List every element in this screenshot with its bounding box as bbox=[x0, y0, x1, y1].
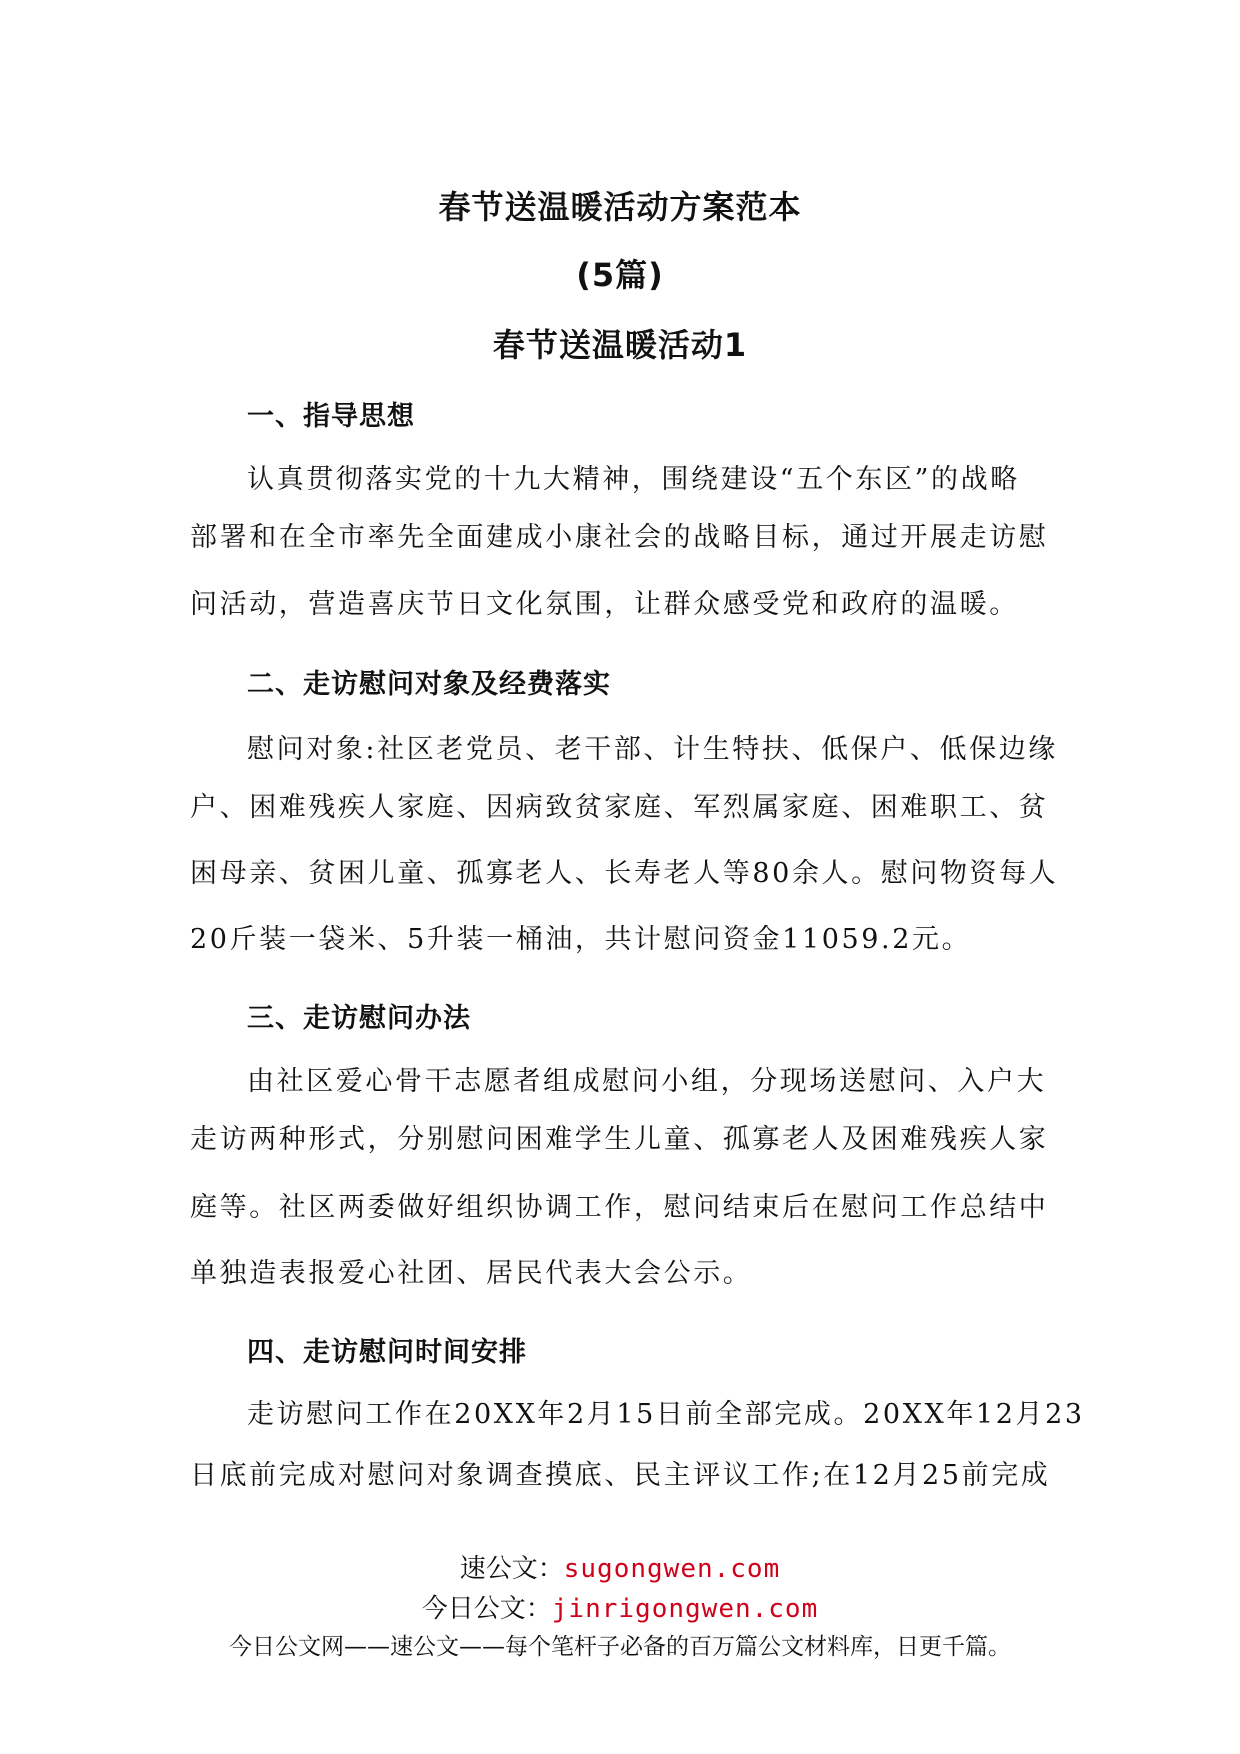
paragraph-line: 单独造表报爱心社团、居民代表大会公示。 bbox=[190, 1258, 753, 1289]
footer-slogan: 今日公文网——速公文——每个笔杆子必备的百万篇公文材料库，日更千篇。 bbox=[229, 1634, 1011, 1660]
section-heading-visit-targets: 二、走访慰问对象及经费落实 bbox=[247, 669, 611, 700]
paragraph-line: 走访两种形式，分别慰问困难学生儿童、孤寡老人及困难残疾人家 bbox=[190, 1124, 1049, 1155]
paragraph-line: 困母亲、贫困儿童、孤寡老人、长寿老人等80余人。慰问物资每人 bbox=[190, 858, 1059, 889]
paragraph-line: 户、困难残疾人家庭、因病致贫家庭、军烈属家庭、困难职工、贫 bbox=[190, 792, 1049, 823]
paragraph-line: 慰问对象:社区老党员、老干部、计生特扶、低保户、低保边缘 bbox=[247, 734, 1058, 765]
footer-link-sugongwen[interactable]: sugongwen.com bbox=[563, 1554, 781, 1584]
paragraph-line: 部署和在全市率先全面建成小康社会的战略目标，通过开展走访慰 bbox=[190, 522, 1049, 553]
paragraph-line: 认真贯彻落实党的十九大精神，围绕建设“五个东区”的战略 bbox=[247, 464, 1020, 495]
footer-site-jinrigongwen bbox=[0, 1588, 1240, 1625]
part-title: 春节送温暖活动1 bbox=[492, 326, 748, 364]
paragraph-line: 由社区爱心骨干志愿者组成慰问小组，分现场送慰问、入户大 bbox=[247, 1066, 1047, 1097]
document-title: 春节送温暖活动方案范本 bbox=[438, 188, 802, 226]
paragraph-line: 走访慰问工作在20XX年2月15日前全部完成。20XX年12月23 bbox=[247, 1399, 1085, 1430]
section-heading-guiding-ideology: 一、指导思想 bbox=[247, 401, 415, 432]
paragraph-line: 庭等。社区两委做好组织协调工作，慰问结束后在慰问工作总结中 bbox=[190, 1192, 1049, 1223]
paragraph-line: 问活动，营造喜庆节日文化氛围，让群众感受党和政府的温暖。 bbox=[190, 589, 1019, 620]
section-heading-visit-method: 三、走访慰问办法 bbox=[247, 1003, 471, 1034]
paragraph-line: 20斤装一袋米、5升装一桶油，共计慰问资金11059.2元。 bbox=[190, 924, 972, 955]
footer-label: 速公文： bbox=[459, 1554, 564, 1584]
footer-link-jinrigongwen[interactable]: jinrigongwen.com bbox=[551, 1594, 819, 1624]
footer-site-sugongwen bbox=[0, 1548, 1240, 1585]
document-subtitle: (5篇) bbox=[576, 256, 664, 294]
section-heading-schedule: 四、走访慰问时间安排 bbox=[247, 1337, 527, 1368]
footer-label: 今日公文： bbox=[421, 1594, 552, 1624]
paragraph-line: 日底前完成对慰问对象调查摸底、民主评议工作;在12月25前完成 bbox=[190, 1460, 1051, 1491]
